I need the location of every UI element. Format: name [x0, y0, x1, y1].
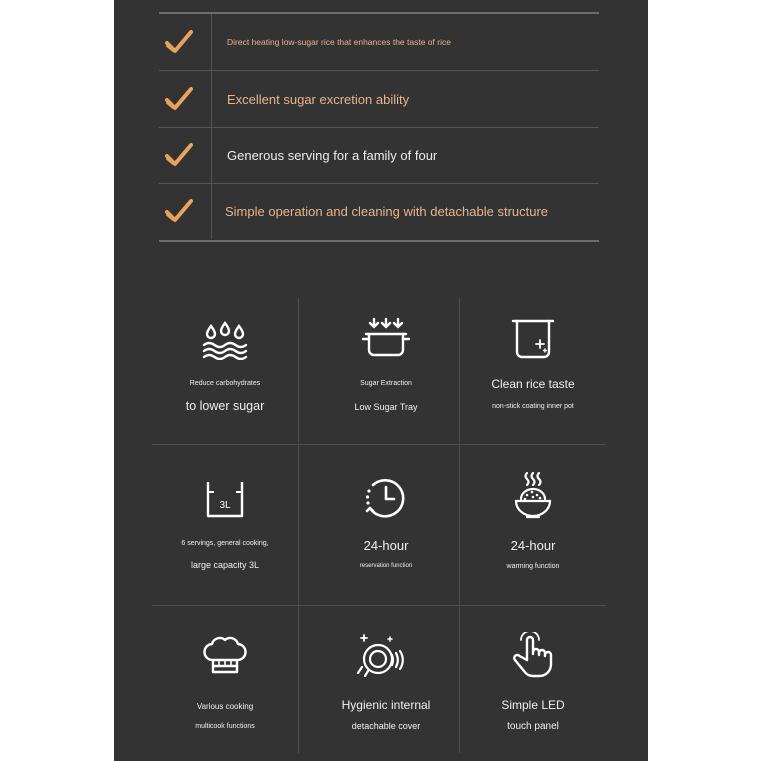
checklist-row — [159, 183, 599, 239]
feature-cell-touch-panel — [460, 606, 606, 752]
feature-sublabel: large capacity 3L — [190, 560, 260, 570]
feature-cell-reduce-carbs — [152, 298, 298, 444]
feature-cell-detachable-cover — [313, 606, 459, 752]
product-feature-panel — [114, 0, 648, 761]
checkmark-icon — [164, 142, 194, 168]
feature-sublabel: non-stick coating inner pot — [492, 403, 574, 410]
feature-cell-reservation — [313, 459, 459, 605]
feature-cell-various-cooking — [152, 606, 298, 752]
capacity-label: 3L — [219, 500, 231, 511]
feature-sublabel: warming function — [506, 563, 560, 570]
feature-checklist — [159, 12, 599, 242]
feature-sublabel: detachable cover — [351, 721, 421, 731]
feature-sublabel: multicook functions — [195, 723, 255, 730]
checkmark-icon — [164, 198, 194, 224]
check-cell — [159, 183, 212, 239]
checklist-text: Generous serving for a family of four — [227, 147, 438, 163]
water-drops-icon — [202, 320, 248, 360]
checklist-row — [159, 14, 599, 71]
checklist-row — [159, 71, 599, 128]
check-cell — [159, 14, 212, 70]
feature-cell-warming — [460, 459, 606, 605]
feature-label: Reduce carbohydrates — [189, 380, 261, 387]
feature-sublabel: reservation function — [359, 563, 413, 569]
feature-grid — [152, 298, 606, 753]
grid-divider — [298, 298, 299, 753]
pot-steam-icon — [360, 316, 412, 360]
checklist-text: Direct heating low-sugar rice that enhances the taste of rice — [227, 37, 451, 47]
checkmark-icon — [164, 86, 194, 112]
inner-pot-icon — [510, 318, 556, 360]
check-cell — [159, 127, 212, 183]
grid-divider — [152, 444, 606, 445]
feature-cell-sugar-extraction — [313, 298, 459, 444]
feature-label: 24-hour — [510, 538, 556, 553]
feature-cell-inner-pot — [460, 298, 606, 444]
capacity-3l-icon — [205, 479, 245, 519]
feature-label: Clean rice taste — [491, 377, 575, 391]
feature-sublabel: to lower sugar — [185, 399, 265, 413]
checklist-text: Excellent sugar excretion ability — [227, 91, 410, 107]
checklist-text: Simple operation and cleaning with detachable structure — [225, 203, 549, 219]
feature-sublabel: touch panel — [507, 721, 559, 732]
chef-hat-icon — [202, 636, 248, 676]
touch-finger-icon — [511, 632, 555, 680]
feature-label: Sugar Extraction — [360, 380, 412, 387]
feature-sublabel: Low Sugar Tray — [354, 402, 418, 412]
feature-label: 6 servings, general cooking, — [181, 540, 269, 547]
checklist-row — [159, 127, 599, 184]
feature-cell-capacity — [152, 459, 298, 605]
rice-bowl-icon — [513, 471, 553, 523]
feature-label: Simple LED — [501, 698, 565, 712]
feature-label: Hygienic internal — [341, 698, 431, 712]
checkmark-icon — [164, 29, 194, 55]
detachable-cover-icon — [356, 631, 416, 677]
feature-label: Various cooking — [196, 702, 254, 711]
check-cell — [159, 71, 212, 127]
feature-label: 24-hour — [363, 538, 409, 553]
clock-timer-icon — [363, 475, 409, 521]
